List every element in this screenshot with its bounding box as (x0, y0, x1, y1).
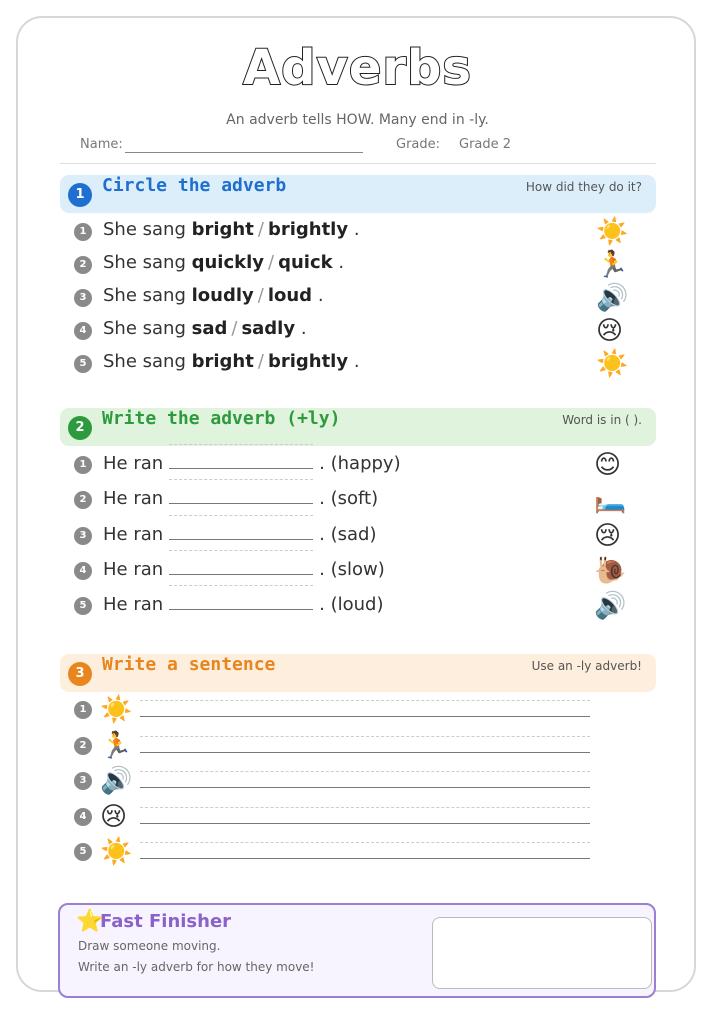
item-number: 1 (74, 223, 92, 241)
sentence (103, 318, 307, 339)
guide-dashed-line (140, 700, 590, 701)
item-number: 4 (74, 808, 92, 826)
slash-separator: / (257, 285, 264, 306)
write-item (74, 591, 634, 621)
choice-b[interactable]: brightly (267, 351, 349, 372)
section-heading: Write the adverb (+ly) (102, 408, 341, 429)
baseline (140, 787, 590, 788)
choice-a[interactable]: sad (191, 318, 228, 339)
divider (60, 163, 656, 164)
circle-item (74, 217, 634, 247)
sentence (103, 558, 385, 580)
choice-b[interactable]: sadly (241, 318, 296, 339)
sentence-end: . (338, 252, 345, 273)
sentence (103, 219, 360, 240)
root-word: . (loud) (319, 594, 384, 616)
answer-blank[interactable] (169, 593, 313, 610)
root-word: . (soft) (319, 488, 379, 510)
item-number: 2 (74, 737, 92, 755)
snail-icon: 🐌 (594, 555, 627, 586)
item-number: 4 (74, 322, 92, 340)
sentence-prefix: He ran (103, 488, 164, 510)
guide-dashed-line (140, 807, 590, 808)
root-word: . (happy) (319, 453, 401, 474)
circle-item (74, 250, 634, 280)
answer-blank[interactable] (169, 523, 313, 540)
item-number: 4 (74, 562, 92, 580)
circle-item (74, 349, 634, 379)
crying-face-icon: 😢 (100, 801, 128, 832)
choice-b[interactable]: loud (267, 285, 313, 306)
page-title: Adverbs (243, 40, 472, 96)
section-number: 1 (68, 183, 92, 207)
crying-face-icon: 😢 (596, 316, 624, 346)
guide-dashed-line (140, 736, 590, 737)
bed-icon: 🛏️ (594, 485, 627, 516)
grade-value: Grade 2 (459, 137, 512, 152)
choice-a[interactable]: bright (191, 219, 254, 240)
sentence-end: . (353, 351, 360, 372)
sentence-prefix: He ran (103, 523, 164, 545)
fast-finisher-line-2: Write an -ly adverb for how they move! (78, 960, 315, 974)
choice-a[interactable]: bright (191, 351, 254, 372)
name-field[interactable] (125, 152, 363, 153)
sentence-end: . (353, 219, 360, 240)
section-hint: Use an -ly adverb! (531, 659, 642, 673)
section-2-header (60, 408, 656, 446)
circle-item (74, 283, 634, 313)
item-number: 2 (74, 256, 92, 274)
baseline (140, 752, 590, 753)
name-label: Name: (80, 137, 123, 152)
sun-icon: ☀️ (100, 695, 133, 725)
answer-blank[interactable] (169, 487, 313, 504)
sentence (103, 252, 344, 273)
drawing-box[interactable] (432, 917, 652, 989)
fast-finisher-title: Fast Finisher (100, 911, 232, 932)
choice-b[interactable]: brightly (267, 219, 349, 240)
circle-item (74, 316, 634, 346)
sun-icon: ☀️ (100, 837, 133, 867)
sentence-prefix: She sang (103, 318, 186, 339)
sun-icon: ☀️ (596, 349, 629, 379)
slash-separator: / (231, 318, 238, 339)
choice-a[interactable]: loudly (191, 285, 254, 306)
baseline (140, 716, 590, 717)
sentence (103, 285, 324, 306)
runner-icon: 🏃 (596, 250, 629, 280)
guide-dashed-line (140, 842, 590, 843)
baseline (140, 858, 590, 859)
write-item (74, 521, 634, 551)
section-heading: Circle the adverb (102, 175, 287, 196)
sentence (103, 523, 377, 545)
page-subtitle: An adverb tells HOW. Many end in -ly. (226, 112, 489, 128)
sentence (103, 351, 360, 372)
answer-blank[interactable] (169, 558, 313, 575)
sentence-prefix: She sang (103, 219, 186, 240)
item-number: 1 (74, 701, 92, 719)
section-hint: Word is in ( ). (562, 413, 642, 427)
sentence (103, 593, 384, 615)
slash-separator: / (268, 252, 275, 273)
item-number: 5 (74, 355, 92, 373)
speaker-icon: 🔊 (100, 766, 133, 796)
sentence (103, 452, 401, 474)
sentence-end: . (317, 285, 324, 306)
item-number: 5 (74, 843, 92, 861)
section-3-header (60, 654, 656, 692)
sentence (103, 487, 378, 509)
item-number: 3 (74, 527, 92, 545)
smiling-face-icon: 😊 (594, 450, 622, 480)
sentence-prefix: She sang (103, 252, 186, 273)
runner-icon: 🏃 (100, 730, 133, 761)
sentence-prefix: He ran (103, 594, 164, 616)
write-item (74, 556, 634, 586)
item-number: 3 (74, 289, 92, 307)
section-heading: Write a sentence (102, 654, 276, 675)
write-item (74, 450, 634, 480)
choice-b[interactable]: quick (278, 252, 333, 273)
star-icon: ⭐ (76, 909, 104, 934)
item-number: 5 (74, 597, 92, 615)
fast-finisher-box (58, 903, 656, 998)
root-word: . (slow) (319, 558, 385, 580)
item-number: 3 (74, 772, 92, 790)
sun-icon: ☀️ (596, 217, 629, 247)
root-word: . (sad) (319, 523, 377, 545)
speaker-icon: 🔊 (596, 283, 629, 313)
sentence-prefix: He ran (103, 558, 164, 580)
section-hint: How did they do it? (525, 180, 642, 194)
sentence-prefix: She sang (103, 285, 186, 306)
fast-finisher-line-1: Draw someone moving. (78, 939, 221, 953)
sentence-prefix: She sang (103, 351, 186, 372)
item-number: 1 (74, 456, 92, 474)
speaker-icon: 🔊 (594, 591, 627, 622)
section-1-header (60, 175, 656, 213)
slash-separator: / (257, 219, 264, 240)
slash-separator: / (257, 351, 264, 372)
item-number: 2 (74, 491, 92, 509)
section-number: 3 (68, 662, 92, 686)
write-item (74, 485, 634, 515)
section-number: 2 (68, 416, 92, 440)
answer-blank[interactable] (169, 452, 313, 469)
crying-face-icon: 😢 (594, 520, 622, 551)
choice-a[interactable]: quickly (191, 252, 265, 273)
grade-label: Grade: (396, 137, 441, 152)
sentence-prefix: He ran (103, 453, 164, 474)
baseline (140, 823, 590, 824)
sentence-end: . (300, 318, 307, 339)
guide-dashed-line (140, 771, 590, 772)
